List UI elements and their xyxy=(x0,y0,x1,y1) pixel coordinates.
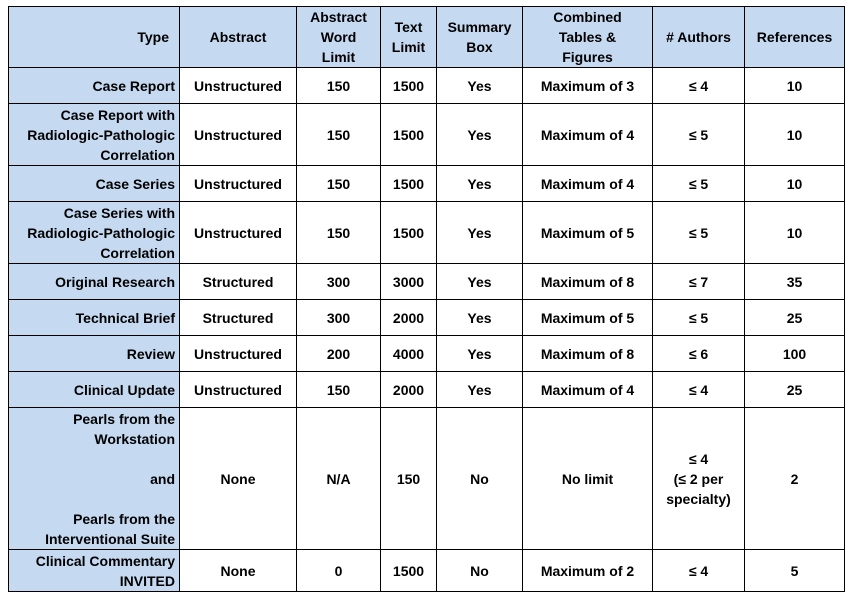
header-text-limit: Text Limit xyxy=(381,7,437,68)
row-references: 10 xyxy=(745,166,845,202)
table-row xyxy=(9,166,845,202)
row-tables-figures: Maximum of 4 xyxy=(523,166,653,202)
row-word-limit: 300 xyxy=(297,264,381,300)
table-row xyxy=(9,372,845,408)
row-type: Case Report with Radiologic-Pathologic Correlation xyxy=(9,104,180,166)
row-type: Case Report xyxy=(9,68,180,104)
row-type: Case Series with Radiologic-Pathologic Correlation xyxy=(9,202,180,264)
row-text-limit: 2000 xyxy=(381,372,437,408)
row-tables-figures: Maximum of 8 xyxy=(523,336,653,372)
row-text-limit: 1500 xyxy=(381,104,437,166)
submission-requirements-table xyxy=(8,6,845,592)
row-word-limit: 150 xyxy=(297,166,381,202)
row-authors: ≤ 5 xyxy=(653,104,745,166)
row-summary-box: Yes xyxy=(437,372,523,408)
row-authors: ≤ 6 xyxy=(653,336,745,372)
row-summary-box: No xyxy=(437,408,523,550)
row-type: Clinical Commentary INVITED xyxy=(9,550,180,592)
table-row xyxy=(9,408,845,550)
row-references: 2 xyxy=(745,408,845,550)
row-summary-box: Yes xyxy=(437,300,523,336)
header-row xyxy=(9,7,845,68)
row-word-limit: 150 xyxy=(297,202,381,264)
row-authors: ≤ 4 xyxy=(653,68,745,104)
header-abstract-word-limit: Abstract Word Limit xyxy=(297,7,381,68)
row-text-limit: 1500 xyxy=(381,166,437,202)
row-abstract: Structured xyxy=(180,300,297,336)
header-type: Type xyxy=(9,7,180,68)
row-text-limit: 1500 xyxy=(381,68,437,104)
row-word-limit: 200 xyxy=(297,336,381,372)
row-tables-figures: Maximum of 4 xyxy=(523,372,653,408)
row-authors: ≤ 5 xyxy=(653,300,745,336)
row-type: Original Research xyxy=(9,264,180,300)
row-tables-figures: Maximum of 2 xyxy=(523,550,653,592)
row-references: 100 xyxy=(745,336,845,372)
row-authors: ≤ 5 xyxy=(653,202,745,264)
row-summary-box: Yes xyxy=(437,104,523,166)
table-row xyxy=(9,336,845,372)
row-word-limit: 150 xyxy=(297,68,381,104)
table-row xyxy=(9,300,845,336)
row-tables-figures: Maximum of 3 xyxy=(523,68,653,104)
row-summary-box: No xyxy=(437,550,523,592)
row-references: 5 xyxy=(745,550,845,592)
row-word-limit: 0 xyxy=(297,550,381,592)
row-text-limit: 1500 xyxy=(381,202,437,264)
row-references: 35 xyxy=(745,264,845,300)
row-authors: ≤ 4 (≤ 2 per specialty) xyxy=(653,408,745,550)
table-row xyxy=(9,202,845,264)
table-row xyxy=(9,104,845,166)
row-text-limit: 4000 xyxy=(381,336,437,372)
row-word-limit: 150 xyxy=(297,372,381,408)
header-abstract: Abstract xyxy=(180,7,297,68)
row-references: 10 xyxy=(745,104,845,166)
row-references: 25 xyxy=(745,372,845,408)
row-word-limit: 300 xyxy=(297,300,381,336)
row-summary-box: Yes xyxy=(437,264,523,300)
row-text-limit: 2000 xyxy=(381,300,437,336)
row-type: Technical Brief xyxy=(9,300,180,336)
row-abstract: None xyxy=(180,550,297,592)
row-abstract: Unstructured xyxy=(180,104,297,166)
row-word-limit: N/A xyxy=(297,408,381,550)
row-references: 10 xyxy=(745,68,845,104)
row-authors: ≤ 4 xyxy=(653,372,745,408)
header-summary-box: Summary Box xyxy=(437,7,523,68)
row-tables-figures: No limit xyxy=(523,408,653,550)
header-references: References xyxy=(745,7,845,68)
table-row xyxy=(9,68,845,104)
table-row xyxy=(9,264,845,300)
row-abstract: Structured xyxy=(180,264,297,300)
row-text-limit: 150 xyxy=(381,408,437,550)
row-text-limit: 1500 xyxy=(381,550,437,592)
row-authors: ≤ 7 xyxy=(653,264,745,300)
row-authors: ≤ 5 xyxy=(653,166,745,202)
row-references: 25 xyxy=(745,300,845,336)
row-abstract: Unstructured xyxy=(180,202,297,264)
header-authors: # Authors xyxy=(653,7,745,68)
row-abstract: Unstructured xyxy=(180,68,297,104)
row-summary-box: Yes xyxy=(437,336,523,372)
row-abstract: Unstructured xyxy=(180,336,297,372)
row-word-limit: 150 xyxy=(297,104,381,166)
row-abstract: Unstructured xyxy=(180,166,297,202)
table-row xyxy=(9,550,845,592)
row-tables-figures: Maximum of 8 xyxy=(523,264,653,300)
row-references: 10 xyxy=(745,202,845,264)
row-summary-box: Yes xyxy=(437,68,523,104)
row-type: Case Series xyxy=(9,166,180,202)
row-summary-box: Yes xyxy=(437,166,523,202)
header-combined-tables-figures: Combined Tables & Figures xyxy=(523,7,653,68)
row-summary-box: Yes xyxy=(437,202,523,264)
row-abstract: Unstructured xyxy=(180,372,297,408)
row-type: Review xyxy=(9,336,180,372)
row-authors: ≤ 4 xyxy=(653,550,745,592)
row-abstract: None xyxy=(180,408,297,550)
row-text-limit: 3000 xyxy=(381,264,437,300)
row-type: Clinical Update xyxy=(9,372,180,408)
row-type: Pearls from the Workstation and Pearls from the Interventional Suite xyxy=(9,408,180,550)
row-tables-figures: Maximum of 5 xyxy=(523,202,653,264)
row-tables-figures: Maximum of 5 xyxy=(523,300,653,336)
row-tables-figures: Maximum of 4 xyxy=(523,104,653,166)
